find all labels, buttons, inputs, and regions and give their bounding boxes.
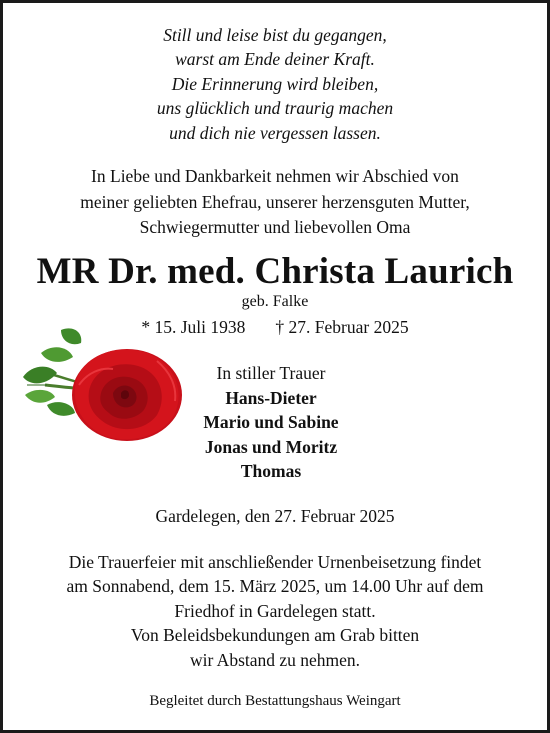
mourners: [173, 361, 369, 484]
intro-line: In Liebe und Dankbarkeit nehmen wir Abschied von: [91, 166, 459, 186]
poem-line: Die Erinnerung wird bleiben,: [171, 73, 379, 94]
mourner-name: Jonas und Moritz: [204, 436, 338, 457]
funeral-line: am Sonnabend, dem 15. März 2025, um 14.00 Uhr auf dem: [66, 576, 484, 597]
mourner-name: Hans-Dieter: [225, 387, 317, 408]
farewell-intro: [3, 164, 547, 241]
place-date: Gardelegen, den 27. Februar 2025: [155, 506, 395, 526]
rose-icon: [17, 325, 185, 445]
poem: [3, 23, 547, 145]
poem-line: uns glücklich und traurig machen: [156, 98, 394, 119]
funeral-line: Die Trauerfeier mit anschließender Urnenbeisetzung findet: [68, 552, 482, 572]
undertaker-credit: Begleitet durch Bestattungshaus Weingart: [149, 693, 401, 709]
mourner-name: Mario und Sabine: [203, 412, 339, 433]
intro-line: meiner geliebten Ehefrau, unserer herzensguten Mutter,: [80, 191, 470, 212]
poem-line: und dich nie vergessen lassen.: [169, 122, 381, 143]
mourner-name: Thomas: [240, 461, 302, 482]
birth-date: * 15. Juli 1938: [141, 317, 246, 337]
funeral-line: Friedhof in Gardelegen statt.: [174, 600, 376, 621]
deceased-name: MR Dr. med. Christa Laurich: [36, 251, 514, 292]
mourners-heading: In stiller Trauer: [216, 363, 326, 383]
funeral-line: Von Beleidsbekundungen am Grab bitten: [130, 625, 420, 646]
maiden-name: geb. Falke: [241, 293, 309, 310]
poem-line: Still und leise bist du gegangen,: [163, 25, 387, 45]
death-date: † 27. Februar 2025: [275, 317, 409, 337]
intro-line: Schwiegermutter und liebevollen Oma: [139, 217, 411, 237]
funeral-info: [3, 550, 547, 672]
poem-line: warst am Ende deiner Kraft.: [175, 49, 375, 70]
funeral-line: wir Abstand zu nehmen.: [189, 649, 361, 670]
